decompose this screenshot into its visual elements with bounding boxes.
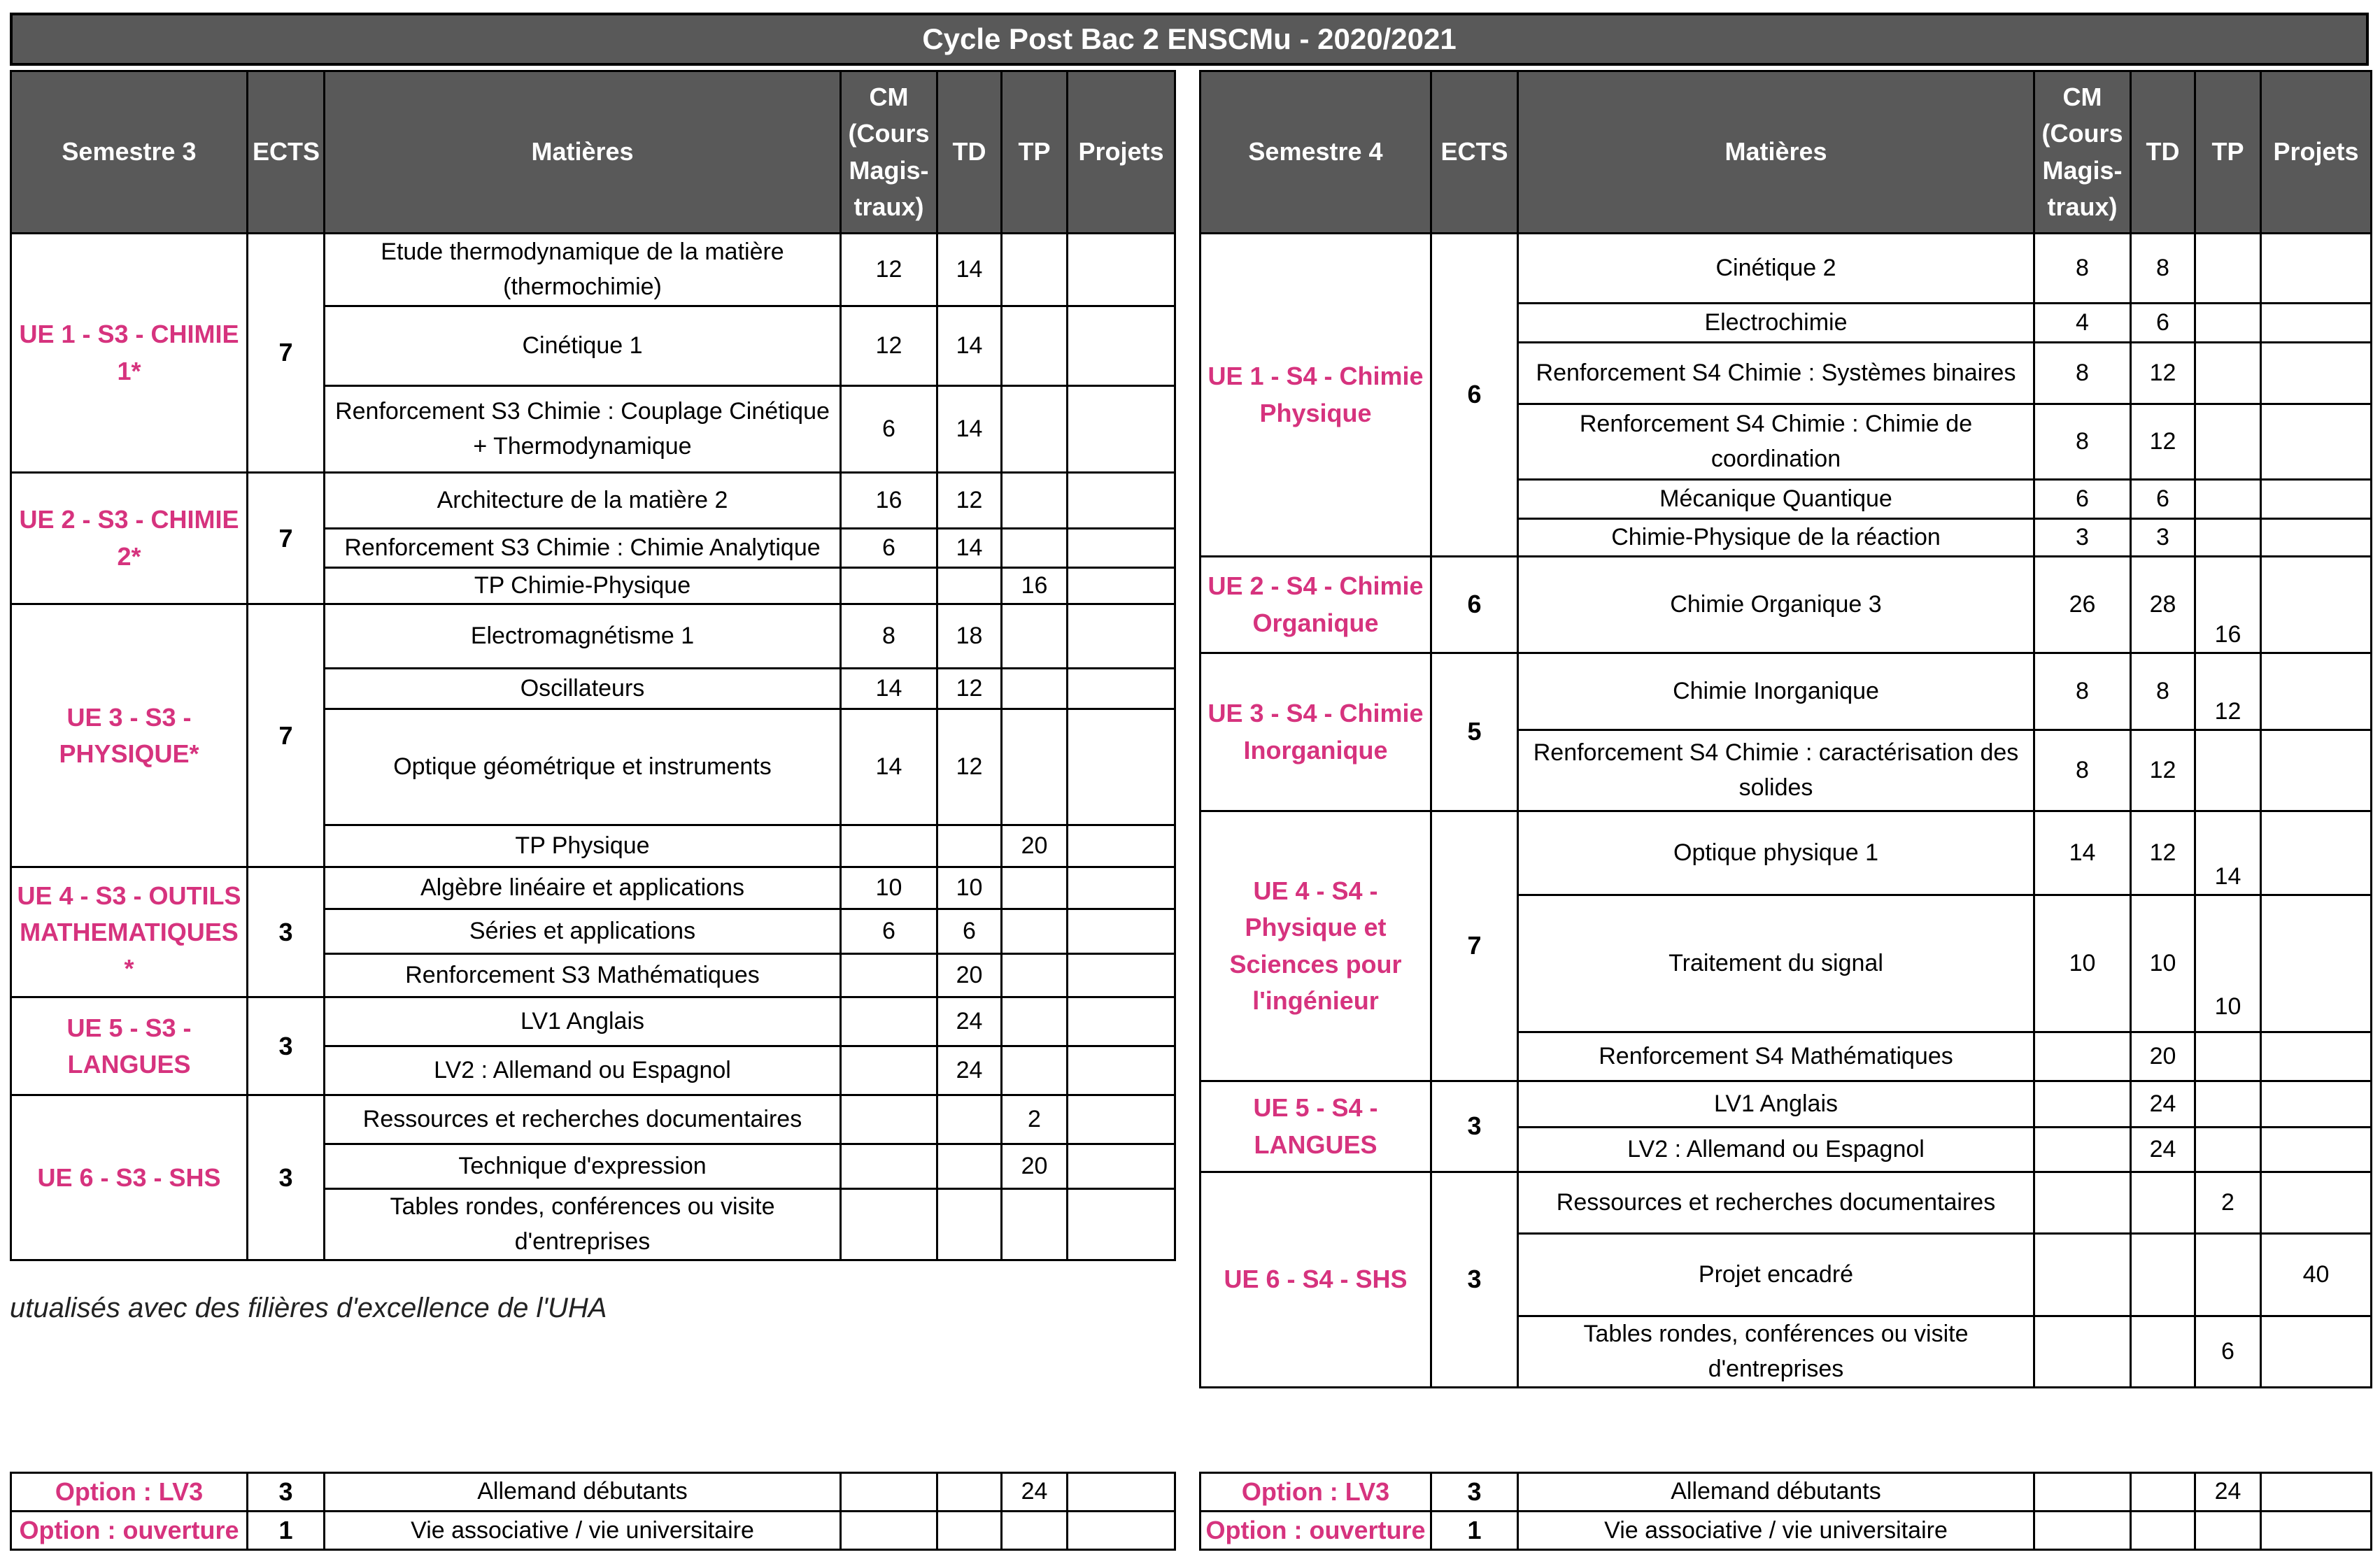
- cm-value: 12: [841, 234, 937, 306]
- ects-value: 3: [248, 997, 325, 1095]
- matiere: Renforcement S4 Chimie : Systèmes binaires: [1518, 343, 2034, 404]
- td-value: [937, 568, 1002, 604]
- tp-value: 14: [2195, 811, 2261, 895]
- cm-value: 8: [2034, 730, 2131, 811]
- cm-value: [841, 997, 937, 1046]
- tp-value: [2195, 404, 2261, 480]
- td-value: 6: [2131, 304, 2195, 343]
- td-value: [2131, 1172, 2195, 1234]
- projets-value: [1068, 709, 1175, 825]
- ue-label: UE 6 - S4 - SHS: [1200, 1172, 1431, 1388]
- ects-value: 3: [1431, 1172, 1518, 1388]
- matiere: LV1 Anglais: [325, 997, 841, 1046]
- matiere: Renforcement S4 Chimie : Chimie de coordination: [1518, 404, 2034, 480]
- td-value: 20: [2131, 1032, 2195, 1081]
- table-row: [11, 234, 1175, 306]
- cm-value: 26: [2034, 557, 2131, 653]
- options-table-s3: [10, 1472, 1176, 1551]
- tp-value: 20: [1002, 825, 1068, 867]
- td-value: 20: [937, 954, 1002, 997]
- cm-value: [841, 568, 937, 604]
- ue-label: UE 3 - S3 - PHYSIQUE*: [11, 604, 248, 867]
- tp-value: [1002, 669, 1068, 709]
- td-value: 12: [2131, 343, 2195, 404]
- table-row: [1200, 653, 2372, 730]
- projets-value: [1068, 867, 1175, 909]
- cm-value: [841, 825, 937, 867]
- matiere: Traitement du signal: [1518, 895, 2034, 1032]
- cm-value: 8: [2034, 234, 2131, 304]
- projets-value: [1068, 1046, 1175, 1095]
- matiere: Cinétique 1: [325, 306, 841, 386]
- matiere: Chimie-Physique de la réaction: [1518, 519, 2034, 557]
- projets-value: [2261, 1172, 2372, 1234]
- cm-value: [841, 1046, 937, 1095]
- projets-value: [2261, 730, 2372, 811]
- header-projets: Projets: [1068, 71, 1175, 234]
- td-value: 12: [937, 709, 1002, 825]
- header-cm: CM (Cours Magis-traux): [841, 71, 937, 234]
- projets-value: [1068, 1473, 1175, 1512]
- cm-value: [841, 1144, 937, 1189]
- header-tp: TP: [1002, 71, 1068, 234]
- projets-value: [2261, 304, 2372, 343]
- cm-value: 4: [2034, 304, 2131, 343]
- cm-value: [2034, 1081, 2131, 1128]
- td-value: 28: [2131, 557, 2195, 653]
- matiere: TP Chimie-Physique: [325, 568, 841, 604]
- table-row: [1200, 1473, 2372, 1512]
- matiere: Renforcement S3 Mathématiques: [325, 954, 841, 997]
- projets-value: [2261, 1128, 2372, 1172]
- matiere: Allemand débutants: [1518, 1473, 2034, 1512]
- tp-value: [2195, 304, 2261, 343]
- matiere: Mécanique Quantique: [1518, 480, 2034, 519]
- matiere: Optique physique 1: [1518, 811, 2034, 895]
- cm-value: [841, 1189, 937, 1260]
- tp-value: [1002, 997, 1068, 1046]
- td-value: 18: [937, 604, 1002, 669]
- cm-value: [2034, 1512, 2131, 1550]
- ects-value: 7: [248, 473, 325, 604]
- projets-value: [1068, 909, 1175, 954]
- projets-value: [2261, 234, 2372, 304]
- td-value: 12: [2131, 730, 2195, 811]
- header-cm: CM (Cours Magis-traux): [2034, 71, 2131, 234]
- cm-value: [2034, 1128, 2131, 1172]
- ue-label: UE 1 - S4 - Chimie Physique: [1200, 234, 1431, 557]
- td-value: 24: [2131, 1128, 2195, 1172]
- table-row: [1200, 234, 2372, 304]
- td-value: 12: [2131, 404, 2195, 480]
- footnote: utualisés avec des filières d'excellence de l'UHA: [10, 1293, 607, 1323]
- matiere: Séries et applications: [325, 909, 841, 954]
- ects-value: 5: [1431, 653, 1518, 811]
- cm-value: [841, 1095, 937, 1144]
- projets-value: [1068, 669, 1175, 709]
- table-row: [1200, 557, 2372, 653]
- ects-value: 1: [248, 1512, 325, 1550]
- tp-value: 2: [1002, 1095, 1068, 1144]
- projets-value: [1068, 1144, 1175, 1189]
- cm-value: 8: [2034, 404, 2131, 480]
- tp-value: [1002, 954, 1068, 997]
- projets-value: [2261, 811, 2372, 895]
- td-value: 12: [937, 669, 1002, 709]
- header-semestre: Semestre 4: [1200, 71, 1431, 234]
- matiere: Technique d'expression: [325, 1144, 841, 1189]
- cm-value: [2034, 1316, 2131, 1388]
- matiere: Chimie Inorganique: [1518, 653, 2034, 730]
- cm-value: 3: [2034, 519, 2131, 557]
- header-ects: ECTS: [248, 71, 325, 234]
- td-value: 6: [2131, 480, 2195, 519]
- projets-value: [2261, 404, 2372, 480]
- projets-value: [1068, 473, 1175, 529]
- tp-value: [2195, 1081, 2261, 1128]
- projets-value: [1068, 529, 1175, 568]
- header-td: TD: [937, 71, 1002, 234]
- projets-value: [1068, 825, 1175, 867]
- cm-value: [841, 1512, 937, 1550]
- ects-value: 6: [1431, 234, 1518, 557]
- tp-value: 12: [2195, 653, 2261, 730]
- td-value: 10: [937, 867, 1002, 909]
- tp-value: [1002, 1046, 1068, 1095]
- td-value: 10: [2131, 895, 2195, 1032]
- matiere: Vie associative / vie universitaire: [325, 1512, 841, 1550]
- tp-value: [2195, 343, 2261, 404]
- tp-value: [1002, 473, 1068, 529]
- td-value: 12: [937, 473, 1002, 529]
- table-row: [11, 473, 1175, 529]
- projets-value: [1068, 234, 1175, 306]
- ue-label: UE 4 - S3 - OUTILS MATHEMATIQUES *: [11, 867, 248, 997]
- matiere: Renforcement S4 Mathématiques: [1518, 1032, 2034, 1081]
- tp-value: [2195, 1512, 2261, 1550]
- table-row: [11, 1473, 1175, 1512]
- table-row: [1200, 1172, 2372, 1234]
- cm-value: 10: [2034, 895, 2131, 1032]
- tp-value: [1002, 306, 1068, 386]
- cm-value: [2034, 1473, 2131, 1512]
- tp-value: [1002, 1189, 1068, 1260]
- matiere: Ressources et recherches documentaires: [325, 1095, 841, 1144]
- matiere: Tables rondes, conférences ou visite d'entreprises: [325, 1189, 841, 1260]
- projets-value: [1068, 1189, 1175, 1260]
- td-value: 8: [2131, 234, 2195, 304]
- projets-value: [1068, 604, 1175, 669]
- ects-value: 3: [1431, 1473, 1518, 1512]
- td-value: [937, 825, 1002, 867]
- td-value: 24: [937, 997, 1002, 1046]
- matiere: Etude thermodynamique de la matière (thermochimie): [325, 234, 841, 306]
- cm-value: 14: [2034, 811, 2131, 895]
- matiere: Oscillateurs: [325, 669, 841, 709]
- option-label: Option : LV3: [1200, 1473, 1431, 1512]
- td-value: [937, 1095, 1002, 1144]
- header-projets: Projets: [2261, 71, 2372, 234]
- options-table-s4: [1199, 1472, 2372, 1551]
- td-value: 24: [937, 1046, 1002, 1095]
- cm-value: [2034, 1172, 2131, 1234]
- td-value: 8: [2131, 653, 2195, 730]
- table-row: [1200, 1081, 2372, 1128]
- table-row: [11, 604, 1175, 669]
- projets-value: [2261, 895, 2372, 1032]
- matiere: Renforcement S3 Chimie : Chimie Analytique: [325, 529, 841, 568]
- matiere: Renforcement S4 Chimie : caractérisation des solides: [1518, 730, 2034, 811]
- projets-value: [2261, 1032, 2372, 1081]
- ue-label: UE 4 - S4 - Physique et Sciences pour l'ingénieur: [1200, 811, 1431, 1081]
- cm-value: 16: [841, 473, 937, 529]
- ue-label: UE 5 - S3 - LANGUES: [11, 997, 248, 1095]
- tp-value: 24: [2195, 1473, 2261, 1512]
- td-value: [2131, 1316, 2195, 1388]
- projets-value: [2261, 1081, 2372, 1128]
- td-value: 14: [937, 386, 1002, 473]
- matiere: Algèbre linéaire et applications: [325, 867, 841, 909]
- projets-value: [2261, 557, 2372, 653]
- header-matieres: Matières: [325, 71, 841, 234]
- tp-value: [2195, 730, 2261, 811]
- matiere: Tables rondes, conférences ou visite d'entreprises: [1518, 1316, 2034, 1388]
- ects-value: 7: [1431, 811, 1518, 1081]
- projets-value: [2261, 519, 2372, 557]
- projets-value: [2261, 653, 2372, 730]
- table-row: [11, 997, 1175, 1046]
- td-value: 12: [2131, 811, 2195, 895]
- cm-value: 8: [2034, 343, 2131, 404]
- matiere: Renforcement S3 Chimie : Couplage Cinétique + Thermodynamique: [325, 386, 841, 473]
- tp-value: [1002, 386, 1068, 473]
- option-label: Option : ouverture: [1200, 1512, 1431, 1550]
- td-value: [937, 1473, 1002, 1512]
- tp-value: [2195, 234, 2261, 304]
- tp-value: [2195, 1234, 2261, 1316]
- cm-value: 14: [841, 669, 937, 709]
- projets-value: [1068, 568, 1175, 604]
- projets-value: [1068, 997, 1175, 1046]
- projets-value: [1068, 386, 1175, 473]
- cm-value: [841, 954, 937, 997]
- matiere: Architecture de la matière 2: [325, 473, 841, 529]
- semestre-4-table: [1199, 70, 2372, 1388]
- table-row: [11, 1512, 1175, 1550]
- cm-value: [2034, 1032, 2131, 1081]
- tp-value: [1002, 604, 1068, 669]
- td-value: [937, 1189, 1002, 1260]
- tp-value: 2: [2195, 1172, 2261, 1234]
- td-value: 24: [2131, 1081, 2195, 1128]
- cm-value: [2034, 1234, 2131, 1316]
- tp-value: 16: [1002, 568, 1068, 604]
- tp-value: [1002, 909, 1068, 954]
- td-value: 14: [937, 234, 1002, 306]
- header-tp: TP: [2195, 71, 2261, 234]
- tp-value: [1002, 529, 1068, 568]
- matiere: Projet encadré: [1518, 1234, 2034, 1316]
- ue-label: UE 2 - S4 - Chimie Organique: [1200, 557, 1431, 653]
- ects-value: 3: [248, 1095, 325, 1260]
- matiere: Chimie Organique 3: [1518, 557, 2034, 653]
- cm-value: 8: [2034, 653, 2131, 730]
- matiere: TP Physique: [325, 825, 841, 867]
- ects-value: 7: [248, 234, 325, 473]
- cm-value: 12: [841, 306, 937, 386]
- table-row: [1200, 1512, 2372, 1550]
- option-label: Option : ouverture: [11, 1512, 248, 1550]
- tp-value: [2195, 1032, 2261, 1081]
- td-value: 14: [937, 306, 1002, 386]
- tp-value: [1002, 867, 1068, 909]
- matiere: Ressources et recherches documentaires: [1518, 1172, 2034, 1234]
- cm-value: 6: [2034, 480, 2131, 519]
- td-value: [2131, 1234, 2195, 1316]
- table-row: [1200, 811, 2372, 895]
- td-value: [937, 1144, 1002, 1189]
- matiere: Optique géométrique et instruments: [325, 709, 841, 825]
- matiere: LV2 : Allemand ou Espagnol: [325, 1046, 841, 1095]
- matiere: LV2 : Allemand ou Espagnol: [1518, 1128, 2034, 1172]
- td-value: [2131, 1512, 2195, 1550]
- td-value: 14: [937, 529, 1002, 568]
- td-value: 6: [937, 909, 1002, 954]
- ue-label: UE 3 - S4 - Chimie Inorganique: [1200, 653, 1431, 811]
- ects-value: 3: [248, 1473, 325, 1512]
- header-td: TD: [2131, 71, 2195, 234]
- cm-value: 6: [841, 909, 937, 954]
- table-row: [11, 867, 1175, 909]
- cm-value: 6: [841, 529, 937, 568]
- projets-value: [2261, 343, 2372, 404]
- projets-value: [1068, 954, 1175, 997]
- ue-label: UE 6 - S3 - SHS: [11, 1095, 248, 1260]
- cm-value: 6: [841, 386, 937, 473]
- ue-label: UE 1 - S3 - CHIMIE 1*: [11, 234, 248, 473]
- projets-value: [1068, 1095, 1175, 1144]
- tp-value: [2195, 480, 2261, 519]
- option-label: Option : LV3: [11, 1473, 248, 1512]
- td-value: [2131, 1473, 2195, 1512]
- tp-value: 16: [2195, 557, 2261, 653]
- matiere: Electromagnétisme 1: [325, 604, 841, 669]
- ects-value: 7: [248, 604, 325, 867]
- tp-value: [1002, 709, 1068, 825]
- projets-value: [2261, 1473, 2372, 1512]
- tp-value: 24: [1002, 1473, 1068, 1512]
- ects-value: 3: [1431, 1081, 1518, 1172]
- header-ects: ECTS: [1431, 71, 1518, 234]
- cm-value: 14: [841, 709, 937, 825]
- td-value: 3: [2131, 519, 2195, 557]
- td-value: [937, 1512, 1002, 1550]
- tp-value: [2195, 1128, 2261, 1172]
- projets-value: [2261, 1512, 2372, 1550]
- tp-value: [1002, 1512, 1068, 1550]
- tp-value: [1002, 234, 1068, 306]
- cm-value: 10: [841, 867, 937, 909]
- ects-value: 1: [1431, 1512, 1518, 1550]
- ects-value: 6: [1431, 557, 1518, 653]
- header-semestre: Semestre 3: [11, 71, 248, 234]
- tp-value: 6: [2195, 1316, 2261, 1388]
- tp-value: 10: [2195, 895, 2261, 1032]
- table-row: [11, 1095, 1175, 1144]
- matiere: Allemand débutants: [325, 1473, 841, 1512]
- page-title: Cycle Post Bac 2 ENSCMu - 2020/2021: [10, 13, 2369, 66]
- semestre-3-table: [10, 70, 1176, 1261]
- ects-value: 3: [248, 867, 325, 997]
- tp-value: [2195, 519, 2261, 557]
- cm-value: [841, 1473, 937, 1512]
- matiere: Vie associative / vie universitaire: [1518, 1512, 2034, 1550]
- ue-label: UE 5 - S4 - LANGUES: [1200, 1081, 1431, 1172]
- matiere: Electrochimie: [1518, 304, 2034, 343]
- ue-label: UE 2 - S3 - CHIMIE 2*: [11, 473, 248, 604]
- matiere: Cinétique 2: [1518, 234, 2034, 304]
- cm-value: 8: [841, 604, 937, 669]
- matiere: LV1 Anglais: [1518, 1081, 2034, 1128]
- projets-value: [2261, 480, 2372, 519]
- projets-value: [1068, 306, 1175, 386]
- tp-value: 20: [1002, 1144, 1068, 1189]
- projets-value: [1068, 1512, 1175, 1550]
- header-matieres: Matières: [1518, 71, 2034, 234]
- projets-value: 40: [2261, 1234, 2372, 1316]
- projets-value: [2261, 1316, 2372, 1388]
